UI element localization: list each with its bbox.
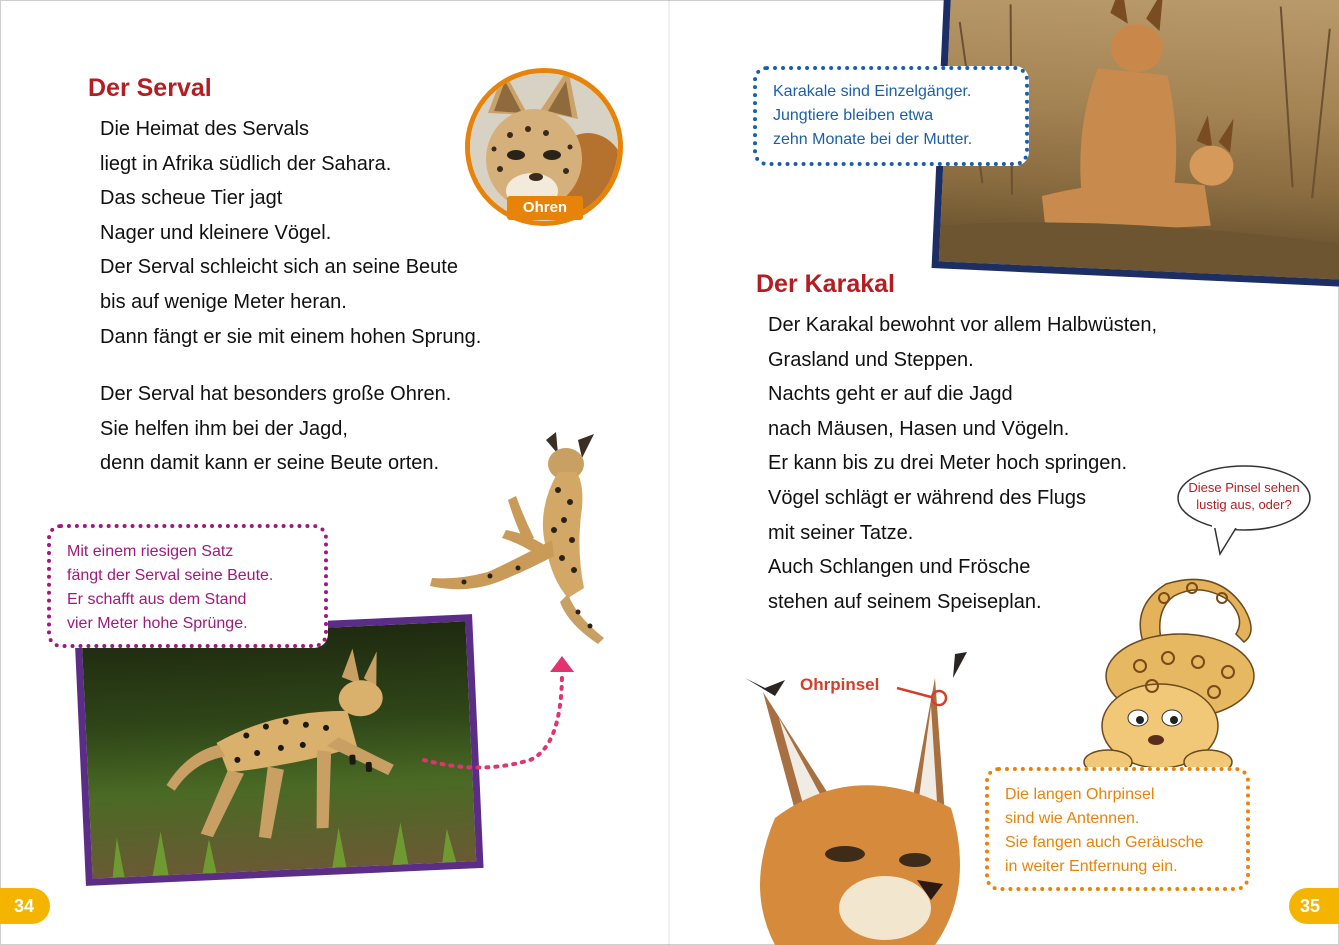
text-line: Das scheue Tier jagt bbox=[100, 187, 283, 210]
ohren-label: Ohren bbox=[507, 196, 583, 220]
text-line: Vögel schlägt er während des Flugs bbox=[768, 486, 1086, 509]
text-line: stehen auf seinem Speiseplan. bbox=[768, 590, 1042, 613]
karakal-heading: Der Karakal bbox=[756, 270, 895, 298]
serval-jump-callout bbox=[47, 524, 328, 648]
serval-paragraph-1 bbox=[100, 112, 481, 354]
text-line: bis auf wenige Meter heran. bbox=[100, 290, 347, 313]
text-line: liegt in Afrika südlich der Sahara. bbox=[100, 152, 392, 175]
text-line: Die Heimat des Servals bbox=[100, 118, 309, 140]
callout-line: in weiter Entfernung ein. bbox=[1005, 858, 1178, 875]
text-line: Der Karakal bewohnt vor allem Halbwüsten, bbox=[768, 314, 1158, 336]
ohrpinsel-label: Ohrpinsel bbox=[800, 675, 880, 694]
speech-bubble-text bbox=[1180, 479, 1308, 513]
text-line: Sie helfen ihm bei der Jagd, bbox=[100, 417, 348, 440]
bubble-line: lustig aus, oder? bbox=[1196, 497, 1292, 512]
karakal-loner-callout bbox=[753, 66, 1029, 166]
text-line: Der Serval schleicht sich an seine Beute bbox=[100, 256, 458, 279]
text-line: Nachts geht er auf die Jagd bbox=[768, 383, 1013, 406]
text-line: mit seiner Tatze. bbox=[768, 521, 914, 544]
text-line: Der Serval hat besonders große Ohren. bbox=[100, 383, 452, 405]
text-line: nach Mäusen, Hasen und Vögeln. bbox=[768, 417, 1070, 440]
text-line: Nager und kleinere Vögel. bbox=[100, 221, 332, 244]
jump-arrow-icon bbox=[420, 650, 590, 780]
serval-paragraph-2 bbox=[100, 377, 451, 481]
text-line: Grasland und Steppen. bbox=[768, 348, 974, 371]
serval-running-illustration bbox=[82, 621, 476, 878]
jumping-serval-illustration bbox=[418, 430, 608, 645]
callout-line: fängt der Serval seine Beute. bbox=[67, 567, 274, 584]
callout-line: Die langen Ohrpinsel bbox=[1005, 786, 1155, 803]
serval-heading: Der Serval bbox=[88, 74, 212, 102]
bubble-line: Diese Pinsel sehen bbox=[1188, 480, 1300, 495]
callout-line: Karakale sind Einzelgänger. bbox=[773, 83, 972, 100]
text-line: denn damit kann er seine Beute orten. bbox=[100, 452, 440, 475]
page-number-right: 35 bbox=[1289, 888, 1339, 924]
text-line: Dann fängt er sie mit einem hohen Sprung. bbox=[100, 325, 482, 348]
callout-line: sind wie Antennen. bbox=[1005, 810, 1140, 827]
ohrpinsel-pointer-icon bbox=[893, 680, 953, 710]
page-number-left: 34 bbox=[0, 888, 50, 924]
callout-line: Jungtiere bleiben etwa bbox=[773, 107, 934, 124]
callout-line: vier Meter hohe Sprünge. bbox=[67, 615, 248, 632]
callout-line: Er schafft aus dem Stand bbox=[67, 591, 247, 608]
callout-line: Mit einem riesigen Satz bbox=[67, 543, 234, 560]
text-line: Er kann bis zu drei Meter hoch springen. bbox=[768, 452, 1128, 475]
text-line: Auch Schlangen und Frösche bbox=[768, 556, 1031, 579]
book-gutter bbox=[668, 0, 670, 945]
cartoon-leopard-illustration bbox=[1068, 568, 1274, 778]
callout-line: Sie fangen auch Geräusche bbox=[1005, 834, 1204, 851]
callout-line: zehn Monate bei der Mutter. bbox=[773, 131, 973, 148]
ohrpinsel-callout bbox=[985, 767, 1250, 891]
